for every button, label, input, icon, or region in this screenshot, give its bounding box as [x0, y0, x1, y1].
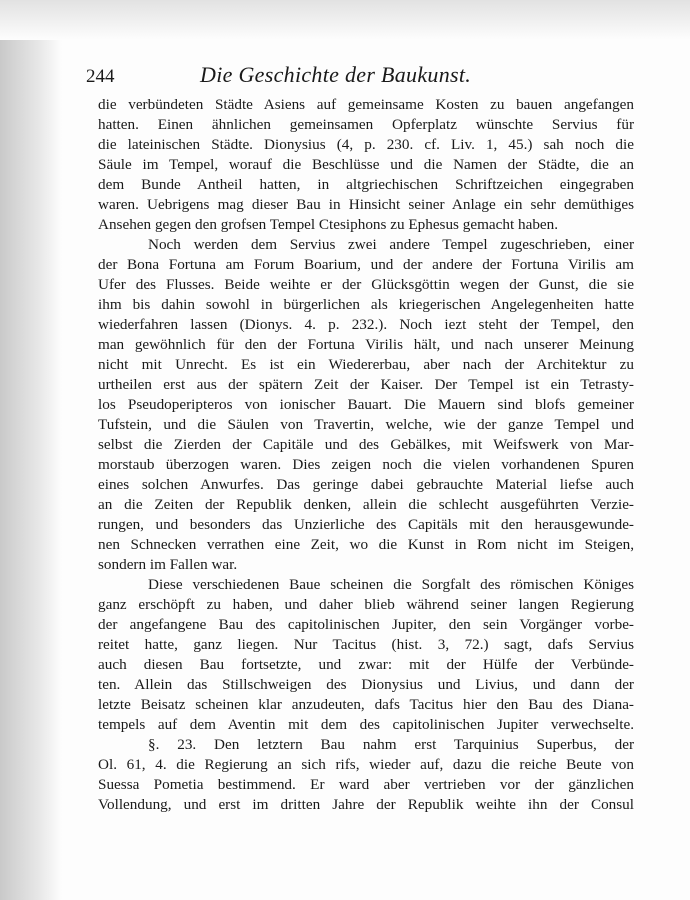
text-line: Tufstein, und die Säulen von Travertin, welche, wie der ganze Tempel und [98, 416, 634, 433]
text-line: morstaub überzogen waren. Dies zeigen noch die vielen vorhandenen Spuren [98, 456, 634, 473]
text-line: auch diesen Bau fortsetzte, und zwar: mit der Hülfe der Verbünde- [98, 656, 634, 673]
text-line: nen Schnecken verrathen eine Zeit, wo die Kunst in Rom nicht im Steigen, [98, 536, 634, 553]
text-line: los Pseudoperipteros von ionischer Bauart. Die Mauern sind blofs gemeiner [98, 396, 634, 413]
text-line: ten. Allein das Stillschweigen des Dionysius und Livius, und dann der [98, 676, 634, 693]
text-line: waren. Uebrigens mag dieser Bau in Hinsicht seiner Anlage ein sehr demüthiges [98, 196, 634, 213]
text-line: hatten. Einen ähnlichen gemeinsamen Opferplatz wünschte Servius für [98, 116, 634, 133]
text-line: eines solchen Anwurfes. Das geringe dabei gebrauchte Material liefse auch [98, 476, 634, 493]
text-line: Vollendung, und erst im dritten Jahre der Republik weihte ihn der Consul [98, 796, 634, 813]
text-line: an die Zeiten der Republik denken, allein die schlecht ausgeführten Verzie- [98, 496, 634, 513]
scan-top-shadow [0, 0, 690, 40]
text-line: die verbündeten Städte Asiens auf gemeinsame Kosten zu bauen angefangen [98, 96, 634, 113]
text-line: letzte Beisatz scheinen klar anzudeuten, dafs Tacitus hier den Bau des Diana- [98, 696, 634, 713]
page-number: 244 [86, 66, 115, 87]
text-line: die lateinischen Städte. Dionysius (4, p. 230. cf. Liv. 1, 45.) sah noch die [98, 136, 634, 153]
running-title: Die Geschichte der Baukunst. [200, 62, 472, 87]
text-line: dem Bunde Antheil hatten, in altgriechischen Schriftzeichen eingegraben [98, 176, 634, 193]
scan-page-edge-shadow [0, 0, 62, 900]
text-line: Diese verschiedenen Baue scheinen die Sorgfalt des römischen Königes [148, 576, 634, 593]
text-line: §. 23. Den letztern Bau nahm erst Tarquinius Superbus, der [148, 736, 634, 753]
text-line: der Bona Fortuna am Forum Boarium, und der andere der Fortuna Virilis am [98, 256, 634, 273]
text-line: Ufer des Flusses. Beide weihte er der Glücksgöttin wegen der Gunst, die sie [98, 276, 634, 293]
text-line: man gewöhnlich für den der Fortuna Virilis hält, und nach unserer Meinung [98, 336, 634, 353]
text-line: Noch werden dem Servius zwei andere Tempel zugeschrieben, einer [148, 236, 634, 253]
text-line: Säule im Tempel, worauf die Beschlüsse und die Namen der Städte, die an [98, 156, 634, 173]
text-line: wiederfahren lassen (Dionys. 4. p. 232.). Noch iezt steht der Tempel, den [98, 316, 634, 333]
text-line: tempels auf dem Aventin mit dem des capitolinischen Jupiter verwechselte. [98, 716, 634, 733]
text-line: reitet hatte, ganz liegen. Nur Tacitus (hist. 3, 72.) sagt, dafs Servius [98, 636, 634, 653]
text-line: selbst die Zierden der Capitäle und des Gebälkes, mit Weifswerk von Mar- [98, 436, 634, 453]
text-line: nicht mit Unrecht. Es ist ein Wiedererbau, aber nach der Architektur zu [98, 356, 634, 373]
text-line: urtheilen erst aus der spätern Zeit der Kaiser. Der Tempel ist ein Tetrasty- [98, 376, 634, 393]
text-line: ihm bis dahin sowohl in bürgerlichen als kriegerischen Angelegenheiten hatte [98, 296, 634, 313]
text-line: rungen, und besonders das Unzierliche des Capitäls mit den herausgewunde- [98, 516, 634, 533]
text-line: Ansehen gegen den grofsen Tempel Ctesiphons zu Ephesus gemacht haben. [98, 216, 559, 233]
text-line: Ol. 61, 4. die Regierung an sich rifs, wieder auf, dazu die reiche Beute von [98, 756, 634, 773]
text-line: Suessa Pometia bestimmend. Er ward aber vertrieben vor der gänzlichen [98, 776, 634, 793]
body-text [98, 95, 634, 815]
text-line: ganz erschöpft zu haben, und daher blieb während seiner langen Regierung [98, 596, 634, 613]
text-line: sondern im Fallen war. [98, 556, 238, 573]
text-line: der angefangene Bau des capitolinischen Jupiter, den sein Vorgänger vorbe- [98, 616, 634, 633]
